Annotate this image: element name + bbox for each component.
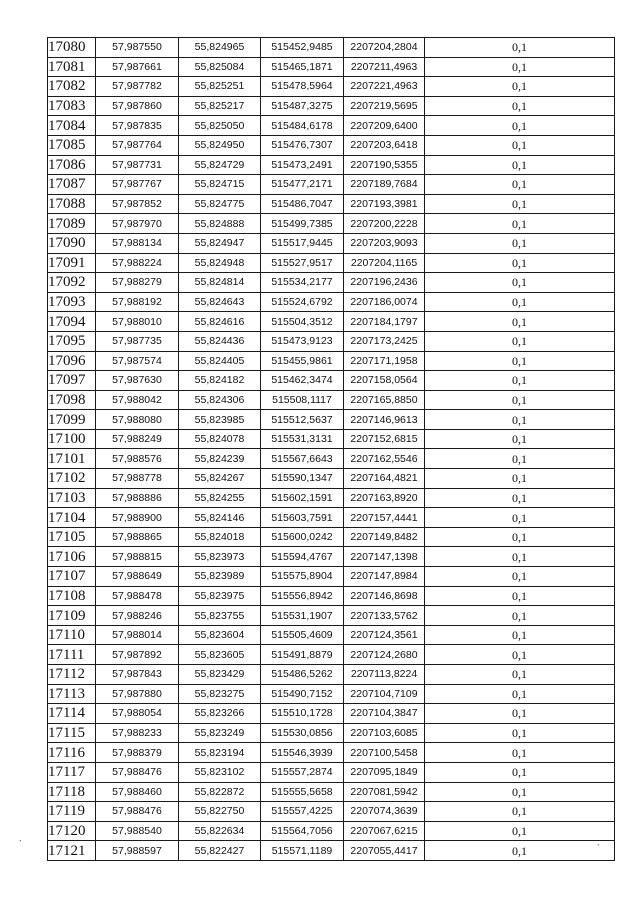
- y-coordinate-cell: 2207203,9093: [344, 233, 425, 253]
- latitude-cell: 57,987892: [96, 645, 179, 665]
- table-row: [48, 96, 615, 116]
- latitude-cell: 57,987574: [96, 351, 179, 371]
- table-row: [48, 508, 615, 528]
- x-coordinate-cell: 515477,2171: [261, 175, 344, 195]
- accuracy-cell: 0,1: [425, 273, 615, 293]
- y-coordinate-cell: 2207203,6418: [344, 135, 425, 155]
- table-row: [48, 586, 615, 606]
- x-coordinate-cell: 515455,9861: [261, 351, 344, 371]
- longitude-cell: 55,822750: [179, 802, 261, 822]
- y-coordinate-cell: 2207103,6085: [344, 723, 425, 743]
- accuracy-cell: 0,1: [425, 57, 615, 77]
- accuracy-cell: 0,1: [425, 175, 615, 195]
- longitude-cell: 55,823194: [179, 743, 261, 763]
- y-coordinate-cell: 2207152,6815: [344, 429, 425, 449]
- point-number-cell: 17119: [48, 802, 96, 822]
- y-coordinate-cell: 2207200,2228: [344, 214, 425, 234]
- point-number-cell: 17102: [48, 469, 96, 489]
- point-number-cell: 17111: [48, 645, 96, 665]
- table-row: [48, 214, 615, 234]
- accuracy-cell: 0,1: [425, 77, 615, 97]
- latitude-cell: 57,988379: [96, 743, 179, 763]
- longitude-cell: 55,823266: [179, 704, 261, 724]
- x-coordinate-cell: 515505,4609: [261, 625, 344, 645]
- longitude-cell: 55,824643: [179, 292, 261, 312]
- accuracy-cell: 0,1: [425, 704, 615, 724]
- y-coordinate-cell: 2207157,4441: [344, 508, 425, 528]
- y-coordinate-cell: 2207149,8482: [344, 527, 425, 547]
- table-row: [48, 429, 615, 449]
- table-row: [48, 841, 615, 861]
- coordinates-table: [47, 37, 615, 861]
- longitude-cell: 55,825251: [179, 77, 261, 97]
- latitude-cell: 57,988476: [96, 802, 179, 822]
- longitude-cell: 55,823985: [179, 410, 261, 430]
- y-coordinate-cell: 2207186,0074: [344, 292, 425, 312]
- latitude-cell: 57,987860: [96, 96, 179, 116]
- point-number-cell: 17112: [48, 665, 96, 685]
- x-coordinate-cell: 515603,7591: [261, 508, 344, 528]
- point-number-cell: 17101: [48, 449, 96, 469]
- longitude-cell: 55,824078: [179, 429, 261, 449]
- accuracy-cell: 0,1: [425, 194, 615, 214]
- longitude-cell: 55,824018: [179, 527, 261, 547]
- latitude-cell: 57,987661: [96, 57, 179, 77]
- longitude-cell: 55,822427: [179, 841, 261, 861]
- accuracy-cell: 0,1: [425, 625, 615, 645]
- latitude-cell: 57,987550: [96, 38, 179, 58]
- longitude-cell: 55,824255: [179, 488, 261, 508]
- x-coordinate-cell: 515512,5637: [261, 410, 344, 430]
- point-number-cell: 17109: [48, 606, 96, 626]
- x-coordinate-cell: 515590,1347: [261, 469, 344, 489]
- table-row: [48, 704, 615, 724]
- x-coordinate-cell: 515484,6178: [261, 116, 344, 136]
- point-number-cell: 17098: [48, 390, 96, 410]
- table-row: [48, 802, 615, 822]
- table-row: [48, 665, 615, 685]
- table-row: [48, 527, 615, 547]
- accuracy-cell: 0,1: [425, 96, 615, 116]
- y-coordinate-cell: 2207171,1958: [344, 351, 425, 371]
- point-number-cell: 17105: [48, 527, 96, 547]
- y-coordinate-cell: 2207081,5942: [344, 782, 425, 802]
- longitude-cell: 55,823275: [179, 684, 261, 704]
- y-coordinate-cell: 2207113,8224: [344, 665, 425, 685]
- point-number-cell: 17085: [48, 135, 96, 155]
- longitude-cell: 55,823975: [179, 586, 261, 606]
- longitude-cell: 55,824775: [179, 194, 261, 214]
- longitude-cell: 55,823973: [179, 547, 261, 567]
- point-number-cell: 17103: [48, 488, 96, 508]
- point-number-cell: 17099: [48, 410, 96, 430]
- y-coordinate-cell: 2207163,8920: [344, 488, 425, 508]
- x-coordinate-cell: 515546,3939: [261, 743, 344, 763]
- x-coordinate-cell: 515517,9445: [261, 233, 344, 253]
- accuracy-cell: 0,1: [425, 821, 615, 841]
- accuracy-cell: 0,1: [425, 684, 615, 704]
- longitude-cell: 55,825050: [179, 116, 261, 136]
- y-coordinate-cell: 2207190,5355: [344, 155, 425, 175]
- table-row: [48, 821, 615, 841]
- point-number-cell: 17090: [48, 233, 96, 253]
- latitude-cell: 57,988249: [96, 429, 179, 449]
- point-number-cell: 17093: [48, 292, 96, 312]
- latitude-cell: 57,988054: [96, 704, 179, 724]
- x-coordinate-cell: 515462,3474: [261, 371, 344, 391]
- y-coordinate-cell: 2207124,2680: [344, 645, 425, 665]
- table-row: [48, 449, 615, 469]
- scan-speck: `: [597, 843, 600, 853]
- longitude-cell: 55,824947: [179, 233, 261, 253]
- x-coordinate-cell: 515473,9123: [261, 331, 344, 351]
- longitude-cell: 55,823429: [179, 665, 261, 685]
- x-coordinate-cell: 515478,5964: [261, 77, 344, 97]
- accuracy-cell: 0,1: [425, 606, 615, 626]
- accuracy-cell: 0,1: [425, 547, 615, 567]
- table-row: [48, 253, 615, 273]
- point-number-cell: 17087: [48, 175, 96, 195]
- point-number-cell: 17116: [48, 743, 96, 763]
- point-number-cell: 17080: [48, 38, 96, 58]
- accuracy-cell: 0,1: [425, 233, 615, 253]
- x-coordinate-cell: 515567,6643: [261, 449, 344, 469]
- accuracy-cell: 0,1: [425, 762, 615, 782]
- x-coordinate-cell: 515490,7152: [261, 684, 344, 704]
- latitude-cell: 57,987843: [96, 665, 179, 685]
- latitude-cell: 57,988192: [96, 292, 179, 312]
- y-coordinate-cell: 2207100,5458: [344, 743, 425, 763]
- y-coordinate-cell: 2207147,8984: [344, 567, 425, 587]
- point-number-cell: 17096: [48, 351, 96, 371]
- y-coordinate-cell: 2207074,3639: [344, 802, 425, 822]
- latitude-cell: 57,988134: [96, 233, 179, 253]
- latitude-cell: 57,988576: [96, 449, 179, 469]
- table-row: [48, 331, 615, 351]
- y-coordinate-cell: 2207193,3981: [344, 194, 425, 214]
- x-coordinate-cell: 515524,6792: [261, 292, 344, 312]
- longitude-cell: 55,824306: [179, 390, 261, 410]
- table-row: [48, 390, 615, 410]
- y-coordinate-cell: 2207209,6400: [344, 116, 425, 136]
- y-coordinate-cell: 2207147,1398: [344, 547, 425, 567]
- accuracy-cell: 0,1: [425, 410, 615, 430]
- latitude-cell: 57,987731: [96, 155, 179, 175]
- y-coordinate-cell: 2207104,3847: [344, 704, 425, 724]
- point-number-cell: 17121: [48, 841, 96, 861]
- accuracy-cell: 0,1: [425, 214, 615, 234]
- point-number-cell: 17094: [48, 312, 96, 332]
- latitude-cell: 57,988246: [96, 606, 179, 626]
- x-coordinate-cell: 515557,2874: [261, 762, 344, 782]
- accuracy-cell: 0,1: [425, 312, 615, 332]
- x-coordinate-cell: 515530,0856: [261, 723, 344, 743]
- accuracy-cell: 0,1: [425, 253, 615, 273]
- accuracy-cell: 0,1: [425, 135, 615, 155]
- table-row: [48, 645, 615, 665]
- point-number-cell: 17088: [48, 194, 96, 214]
- y-coordinate-cell: 2207162,5546: [344, 449, 425, 469]
- point-number-cell: 17107: [48, 567, 96, 587]
- accuracy-cell: 0,1: [425, 488, 615, 508]
- accuracy-cell: 0,1: [425, 841, 615, 861]
- latitude-cell: 57,988476: [96, 762, 179, 782]
- y-coordinate-cell: 2207067,6215: [344, 821, 425, 841]
- longitude-cell: 55,823102: [179, 762, 261, 782]
- longitude-cell: 55,824814: [179, 273, 261, 293]
- point-number-cell: 17084: [48, 116, 96, 136]
- accuracy-cell: 0,1: [425, 645, 615, 665]
- latitude-cell: 57,987630: [96, 371, 179, 391]
- x-coordinate-cell: 515508,1117: [261, 390, 344, 410]
- table-row: [48, 684, 615, 704]
- y-coordinate-cell: 2207124,3561: [344, 625, 425, 645]
- longitude-cell: 55,825217: [179, 96, 261, 116]
- latitude-cell: 57,988224: [96, 253, 179, 273]
- point-number-cell: 17082: [48, 77, 96, 97]
- accuracy-cell: 0,1: [425, 743, 615, 763]
- longitude-cell: 55,823755: [179, 606, 261, 626]
- table-row: [48, 155, 615, 175]
- latitude-cell: 57,987880: [96, 684, 179, 704]
- point-number-cell: 17086: [48, 155, 96, 175]
- accuracy-cell: 0,1: [425, 802, 615, 822]
- y-coordinate-cell: 2207146,9613: [344, 410, 425, 430]
- x-coordinate-cell: 515452,9485: [261, 38, 344, 58]
- latitude-cell: 57,988900: [96, 508, 179, 528]
- table-row: [48, 762, 615, 782]
- point-number-cell: 17089: [48, 214, 96, 234]
- table-row: [48, 371, 615, 391]
- y-coordinate-cell: 2207211,4963: [344, 57, 425, 77]
- point-number-cell: 17095: [48, 331, 96, 351]
- table-row: [48, 194, 615, 214]
- latitude-cell: 57,988540: [96, 821, 179, 841]
- x-coordinate-cell: 515555,5658: [261, 782, 344, 802]
- y-coordinate-cell: 2207133,5762: [344, 606, 425, 626]
- latitude-cell: 57,988865: [96, 527, 179, 547]
- table-row: [48, 410, 615, 430]
- accuracy-cell: 0,1: [425, 665, 615, 685]
- longitude-cell: 55,824436: [179, 331, 261, 351]
- latitude-cell: 57,988649: [96, 567, 179, 587]
- accuracy-cell: 0,1: [425, 449, 615, 469]
- y-coordinate-cell: 2207184,1797: [344, 312, 425, 332]
- table-row: [48, 723, 615, 743]
- table-row: [48, 135, 615, 155]
- table-row: [48, 233, 615, 253]
- table-row: [48, 625, 615, 645]
- accuracy-cell: 0,1: [425, 331, 615, 351]
- latitude-cell: 57,988233: [96, 723, 179, 743]
- point-number-cell: 17118: [48, 782, 96, 802]
- x-coordinate-cell: 515564,7056: [261, 821, 344, 841]
- y-coordinate-cell: 2207196,2436: [344, 273, 425, 293]
- y-coordinate-cell: 2207204,1165: [344, 253, 425, 273]
- table-row: [48, 57, 615, 77]
- point-number-cell: 17091: [48, 253, 96, 273]
- latitude-cell: 57,987764: [96, 135, 179, 155]
- latitude-cell: 57,988014: [96, 625, 179, 645]
- table-row: [48, 38, 615, 58]
- coordinates-table-body: [48, 38, 615, 861]
- longitude-cell: 55,824239: [179, 449, 261, 469]
- latitude-cell: 57,987782: [96, 77, 179, 97]
- longitude-cell: 55,823605: [179, 645, 261, 665]
- accuracy-cell: 0,1: [425, 292, 615, 312]
- table-row: [48, 351, 615, 371]
- longitude-cell: 55,824965: [179, 38, 261, 58]
- longitude-cell: 55,825084: [179, 57, 261, 77]
- latitude-cell: 57,988597: [96, 841, 179, 861]
- table-row: [48, 488, 615, 508]
- x-coordinate-cell: 515465,1871: [261, 57, 344, 77]
- x-coordinate-cell: 515534,2177: [261, 273, 344, 293]
- y-coordinate-cell: 2207189,7684: [344, 175, 425, 195]
- y-coordinate-cell: 2207104,7109: [344, 684, 425, 704]
- table-row: [48, 175, 615, 195]
- point-number-cell: 17114: [48, 704, 96, 724]
- x-coordinate-cell: 515527,9517: [261, 253, 344, 273]
- accuracy-cell: 0,1: [425, 351, 615, 371]
- y-coordinate-cell: 2207219,5695: [344, 96, 425, 116]
- longitude-cell: 55,824950: [179, 135, 261, 155]
- latitude-cell: 57,987835: [96, 116, 179, 136]
- table-row: [48, 743, 615, 763]
- table-row: [48, 292, 615, 312]
- longitude-cell: 55,824182: [179, 371, 261, 391]
- accuracy-cell: 0,1: [425, 38, 615, 58]
- accuracy-cell: 0,1: [425, 567, 615, 587]
- point-number-cell: 17083: [48, 96, 96, 116]
- table-row: [48, 469, 615, 489]
- table-row: [48, 567, 615, 587]
- latitude-cell: 57,988080: [96, 410, 179, 430]
- longitude-cell: 55,824715: [179, 175, 261, 195]
- accuracy-cell: 0,1: [425, 155, 615, 175]
- x-coordinate-cell: 515473,2491: [261, 155, 344, 175]
- longitude-cell: 55,824729: [179, 155, 261, 175]
- x-coordinate-cell: 515575,8904: [261, 567, 344, 587]
- x-coordinate-cell: 515571,1189: [261, 841, 344, 861]
- longitude-cell: 55,824267: [179, 469, 261, 489]
- x-coordinate-cell: 515491,8879: [261, 645, 344, 665]
- latitude-cell: 57,988886: [96, 488, 179, 508]
- accuracy-cell: 0,1: [425, 527, 615, 547]
- point-number-cell: 17100: [48, 429, 96, 449]
- y-coordinate-cell: 2207164,4821: [344, 469, 425, 489]
- latitude-cell: 57,987735: [96, 331, 179, 351]
- y-coordinate-cell: 2207204,2804: [344, 38, 425, 58]
- point-number-cell: 17110: [48, 625, 96, 645]
- accuracy-cell: 0,1: [425, 371, 615, 391]
- point-number-cell: 17117: [48, 762, 96, 782]
- x-coordinate-cell: 515600,0242: [261, 527, 344, 547]
- point-number-cell: 17106: [48, 547, 96, 567]
- latitude-cell: 57,987970: [96, 214, 179, 234]
- accuracy-cell: 0,1: [425, 723, 615, 743]
- x-coordinate-cell: 515531,3131: [261, 429, 344, 449]
- x-coordinate-cell: 515499,7385: [261, 214, 344, 234]
- latitude-cell: 57,988042: [96, 390, 179, 410]
- latitude-cell: 57,988815: [96, 547, 179, 567]
- x-coordinate-cell: 515487,3275: [261, 96, 344, 116]
- point-number-cell: 17115: [48, 723, 96, 743]
- longitude-cell: 55,823249: [179, 723, 261, 743]
- x-coordinate-cell: 515510,1728: [261, 704, 344, 724]
- point-number-cell: 17108: [48, 586, 96, 606]
- point-number-cell: 17120: [48, 821, 96, 841]
- accuracy-cell: 0,1: [425, 469, 615, 489]
- table-row: [48, 77, 615, 97]
- y-coordinate-cell: 2207146,8698: [344, 586, 425, 606]
- table-row: [48, 782, 615, 802]
- y-coordinate-cell: 2207165,8850: [344, 390, 425, 410]
- table-row: [48, 116, 615, 136]
- accuracy-cell: 0,1: [425, 390, 615, 410]
- x-coordinate-cell: 515486,7047: [261, 194, 344, 214]
- y-coordinate-cell: 2207221,4963: [344, 77, 425, 97]
- point-number-cell: 17104: [48, 508, 96, 528]
- table-row: [48, 547, 615, 567]
- latitude-cell: 57,988460: [96, 782, 179, 802]
- y-coordinate-cell: 2207095,1849: [344, 762, 425, 782]
- accuracy-cell: 0,1: [425, 116, 615, 136]
- longitude-cell: 55,824146: [179, 508, 261, 528]
- table-row: [48, 312, 615, 332]
- point-number-cell: 17081: [48, 57, 96, 77]
- scan-speck: `: [19, 839, 22, 849]
- x-coordinate-cell: 515602,1591: [261, 488, 344, 508]
- x-coordinate-cell: 515531,1907: [261, 606, 344, 626]
- latitude-cell: 57,987852: [96, 194, 179, 214]
- x-coordinate-cell: 515486,5262: [261, 665, 344, 685]
- longitude-cell: 55,823604: [179, 625, 261, 645]
- y-coordinate-cell: 2207055,4417: [344, 841, 425, 861]
- longitude-cell: 55,824405: [179, 351, 261, 371]
- longitude-cell: 55,824616: [179, 312, 261, 332]
- point-number-cell: 17097: [48, 371, 96, 391]
- x-coordinate-cell: 515556,8942: [261, 586, 344, 606]
- accuracy-cell: 0,1: [425, 586, 615, 606]
- accuracy-cell: 0,1: [425, 429, 615, 449]
- latitude-cell: 57,988010: [96, 312, 179, 332]
- x-coordinate-cell: 515557,4225: [261, 802, 344, 822]
- table-row: [48, 606, 615, 626]
- table-row: [48, 273, 615, 293]
- point-number-cell: 17113: [48, 684, 96, 704]
- longitude-cell: 55,822872: [179, 782, 261, 802]
- longitude-cell: 55,824888: [179, 214, 261, 234]
- accuracy-cell: 0,1: [425, 782, 615, 802]
- longitude-cell: 55,823989: [179, 567, 261, 587]
- longitude-cell: 55,824948: [179, 253, 261, 273]
- longitude-cell: 55,822634: [179, 821, 261, 841]
- x-coordinate-cell: 515594,4767: [261, 547, 344, 567]
- point-number-cell: 17092: [48, 273, 96, 293]
- latitude-cell: 57,988478: [96, 586, 179, 606]
- latitude-cell: 57,988778: [96, 469, 179, 489]
- y-coordinate-cell: 2207173,2425: [344, 331, 425, 351]
- latitude-cell: 57,988279: [96, 273, 179, 293]
- y-coordinate-cell: 2207158,0564: [344, 371, 425, 391]
- x-coordinate-cell: 515504,3512: [261, 312, 344, 332]
- latitude-cell: 57,987767: [96, 175, 179, 195]
- accuracy-cell: 0,1: [425, 508, 615, 528]
- x-coordinate-cell: 515476,7307: [261, 135, 344, 155]
